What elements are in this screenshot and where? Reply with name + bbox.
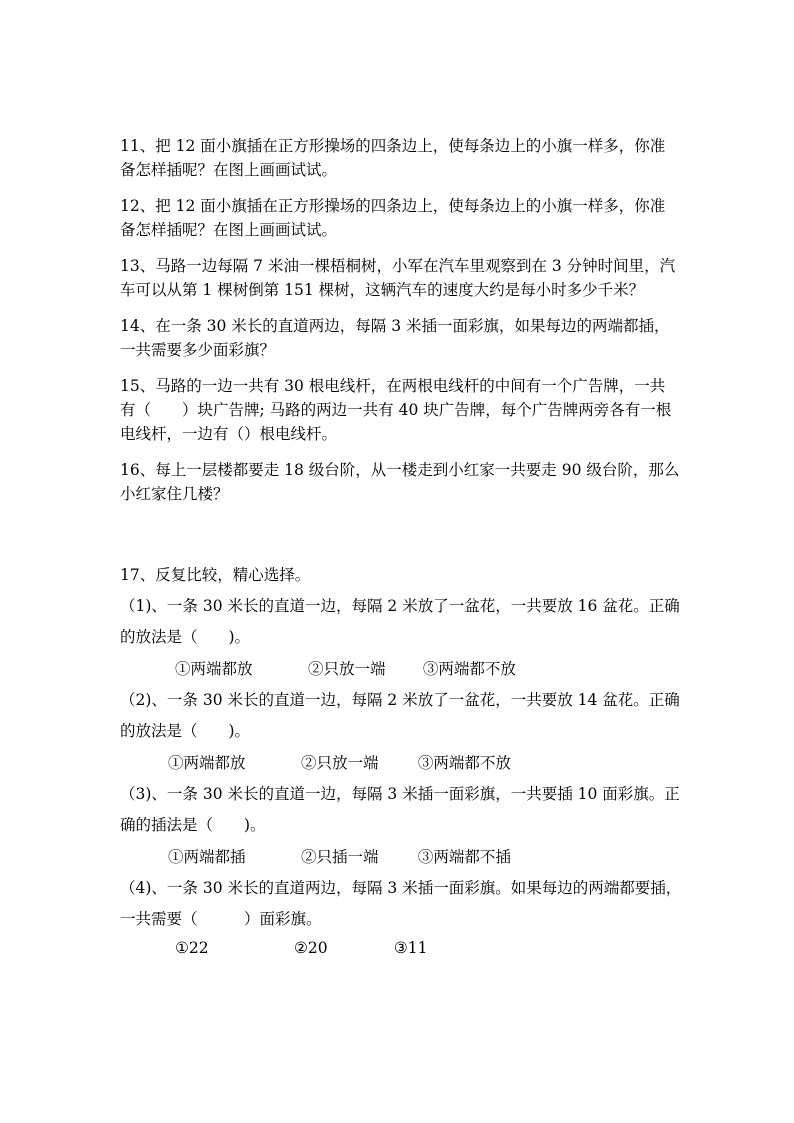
question-line: 有（ ）块广告牌; 马路的两边一共有 40 块广告牌，每个广告牌两旁各有一根 xyxy=(120,401,672,419)
question-line: （2)、一条 30 米长的直道一边，每隔 2 米放了一盆花，一共要放 14 盆花。正确 xyxy=(120,691,680,709)
question-13 xyxy=(120,254,690,302)
question-line: 备怎样插呢？在图上画画试试。 xyxy=(120,221,338,239)
question-line: 确的插法是（ )。 xyxy=(120,816,266,834)
option-1[interactable]: ①两端都放 xyxy=(168,754,246,772)
options-row xyxy=(175,939,428,957)
question-12 xyxy=(120,194,690,242)
options-row xyxy=(175,657,516,679)
question-line: 16、每上一层楼都要走 18 级台阶，从一楼走到小红家一共要走 90 级台阶，那么 xyxy=(120,461,680,479)
question-line: 小红家住几楼？ xyxy=(120,485,229,503)
question-line: 车可以从第 1 棵树倒第 151 棵树，这辆汽车的速度大约是每小时多少千米？ xyxy=(120,281,645,299)
question-line: （4)、一条 30 米长的直道两边，每隔 3 米插一面彩旗。如果每边的两端都要插， xyxy=(120,879,682,897)
question-17-item-1 xyxy=(120,591,690,653)
question-line: （3)、一条 30 米长的直道一边，每隔 3 米插一面彩旗，一共要插 10 面彩旗。正 xyxy=(120,785,680,803)
question-line: 一共需要（ ）面彩旗。 xyxy=(120,910,322,928)
options-row xyxy=(168,751,511,773)
question-14 xyxy=(120,314,690,362)
question-line: 15、马路的一边一共有 30 根电线杆，在两根电线杆的中间有一个广告牌，一共 xyxy=(120,377,666,395)
question-17-item-4 xyxy=(120,873,690,935)
question-11 xyxy=(120,134,690,182)
option-2[interactable]: ②只放一端 xyxy=(307,660,386,678)
question-17-item-2 xyxy=(120,685,690,747)
option-2[interactable]: ②20 xyxy=(293,939,328,957)
option-3[interactable]: ③两端都不放 xyxy=(417,754,511,772)
option-1[interactable]: ①22 xyxy=(175,939,209,957)
question-line: 的放法是（ )。 xyxy=(120,722,251,740)
question-line: 12、把 12 面小旗插在正方形操场的四条边上，使每条边上的小旗一样多，你准 xyxy=(120,197,666,215)
question-line: 13、马路一边每隔 7 米油一棵梧桐树，小军在汽车里观察到在 3 分钟时间里，汽 xyxy=(120,257,676,275)
question-line: （1)、一条 30 米长的直道一边，每隔 2 米放了一盆花，一共要放 16 盆花。正确 xyxy=(120,597,680,615)
question-17-title xyxy=(120,563,690,587)
question-line: 电线杆，一边有（）根电线杆。 xyxy=(120,425,338,443)
question-line: 11、把 12 面小旗插在正方形操场的四条边上，使每条边上的小旗一样多，你准 xyxy=(120,137,666,155)
question-16 xyxy=(120,458,690,506)
question-15 xyxy=(120,374,690,446)
option-1[interactable]: ①两端都插 xyxy=(168,848,246,866)
question-line: 14、在一条 30 米长的直道两边，每隔 3 米插一面彩旗，如果每边的两端都插， xyxy=(120,317,670,335)
question-line: 备怎样插呢？在图上画画试试。 xyxy=(120,161,338,179)
option-3[interactable]: ③两端都不插 xyxy=(417,848,511,866)
question-17-item-3 xyxy=(120,779,690,841)
option-1[interactable]: ①两端都放 xyxy=(175,660,253,678)
option-2[interactable]: ②只放一端 xyxy=(300,754,379,772)
option-3[interactable]: ③两端都不放 xyxy=(422,660,516,678)
options-row xyxy=(168,845,511,867)
question-line: 一共需要多少面彩旗？ xyxy=(120,341,276,359)
option-3[interactable]: ③11 xyxy=(393,939,428,957)
option-2[interactable]: ②只插一端 xyxy=(300,848,379,866)
question-line: 17、反复比较，精心选择。 xyxy=(120,566,311,584)
question-line: 的放法是（ )。 xyxy=(120,628,251,646)
